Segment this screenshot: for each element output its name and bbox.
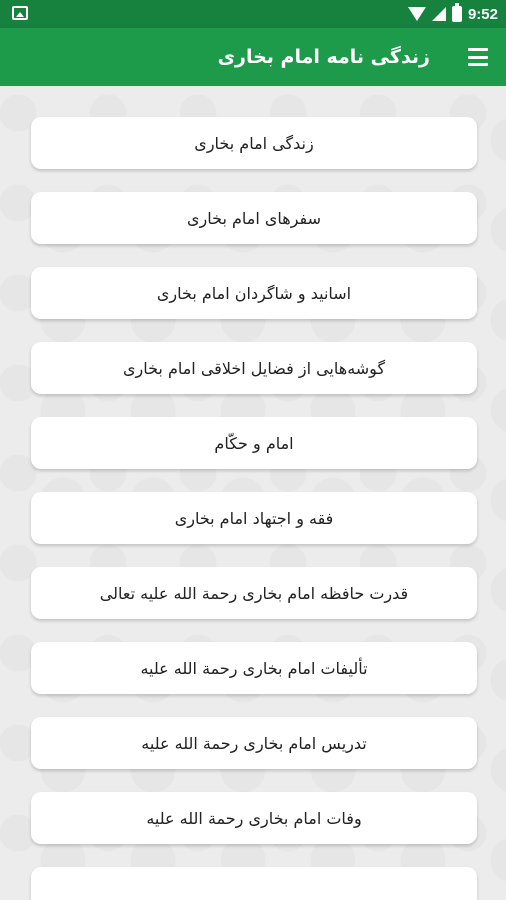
signal-icon: [432, 7, 446, 21]
status-bar: [0, 0, 506, 28]
chapter-list: [31, 117, 477, 900]
list-item[interactable]: زندگی امام بخاری: [31, 117, 477, 169]
list-item[interactable]: گوشه‌هایی از فضایل اخلاقی امام بخاری: [31, 342, 477, 394]
battery-icon: [452, 6, 462, 22]
menu-line: [468, 48, 488, 51]
hamburger-menu-icon[interactable]: [466, 45, 490, 69]
status-clock: 9:52: [467, 5, 498, 23]
list-item[interactable]: تألیفات امام بخاری رحمة الله علیه: [31, 642, 477, 694]
app-bar: [0, 28, 506, 86]
wifi-icon: [408, 7, 426, 21]
menu-line: [468, 63, 488, 66]
menu-line: [468, 56, 488, 59]
content-area[interactable]: [0, 86, 506, 900]
list-item[interactable]: قدرت حافظه امام بخاری رحمة الله علیه تعالی: [31, 567, 477, 619]
status-right: [408, 4, 498, 24]
list-item[interactable]: [31, 867, 477, 900]
app-title: زندگی نامه امام بخاری: [217, 46, 430, 68]
list-item[interactable]: سفرهای امام بخاری: [31, 192, 477, 244]
list-item[interactable]: تدریس امام بخاری رحمة الله علیه: [31, 717, 477, 769]
list-item[interactable]: اسانید و شاگردان امام بخاری: [31, 267, 477, 319]
gallery-icon: [12, 6, 28, 20]
list-item[interactable]: وفات امام بخاری رحمة الله علیه: [31, 792, 477, 844]
list-item[interactable]: امام و حکّام: [31, 417, 477, 469]
status-left: [12, 6, 28, 20]
list-item[interactable]: فقه و اجتهاد امام بخاری: [31, 492, 477, 544]
